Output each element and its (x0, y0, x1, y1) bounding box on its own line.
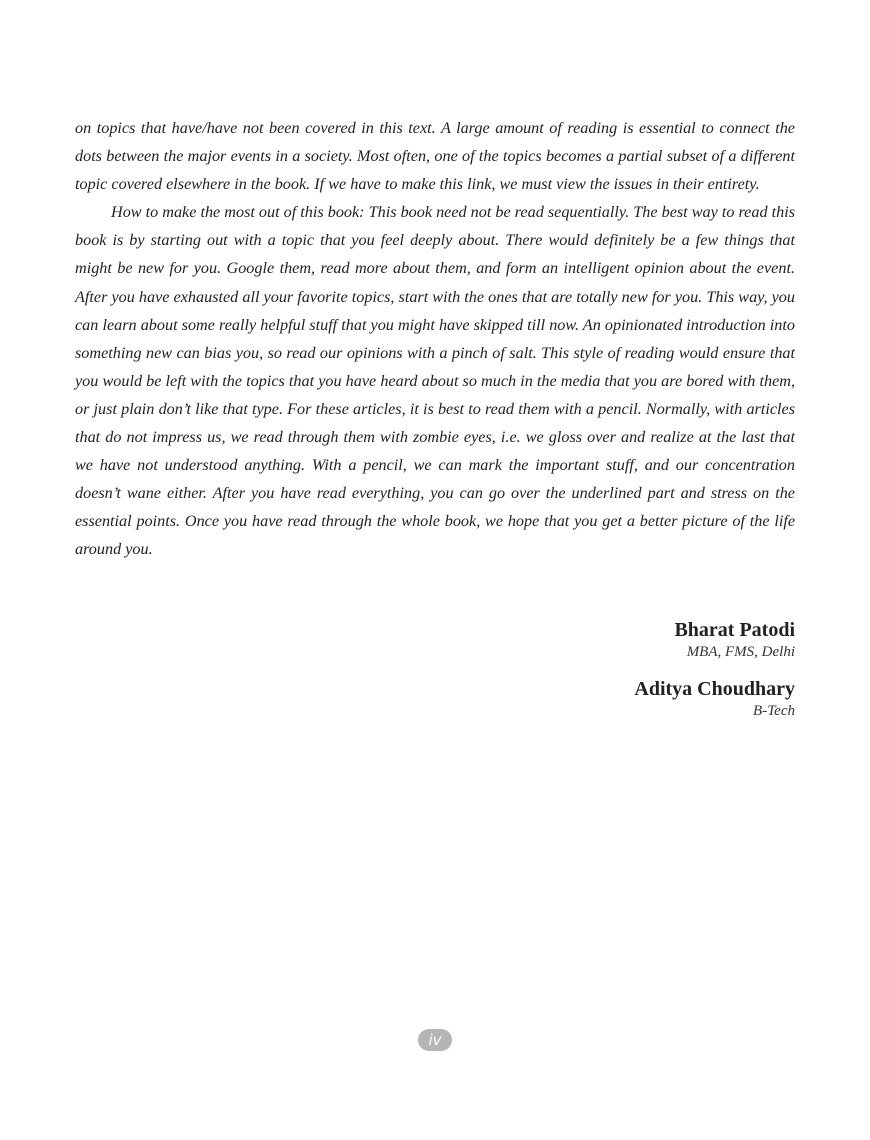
author-name: Bharat Patodi (674, 619, 795, 641)
author-block (634, 676, 795, 721)
author-name: Aditya Choudhary (634, 678, 795, 700)
author-signatures (634, 617, 795, 721)
author-block (634, 617, 795, 662)
author-credentials: B-Tech (753, 703, 795, 719)
paragraph-continued: on topics that have/have not been covered in this text. A large amount of reading is essential to connect the dots between the major events in a society. Most often, one of the topics becomes a partial subset of a different topic covered elsewhere in the book. If we have to make this link, we must view the issues in their entirety. (75, 119, 795, 194)
preface-body (75, 114, 795, 564)
page-number-badge: iv (418, 1029, 452, 1051)
paragraph-how-to-use: How to make the most out of this book: This book need not be read sequentially. The best way to read this book is by starting out with a topic that you feel deeply about. There would definitely be a few things that might be new for you. Google them, read more about them, and form an intelligent opinion about the event. After you have exhausted all your favorite topics, start with the ones that are totally new for you. This way, you can learn about some really helpful stuff that you might have skipped till now. An opinionated introduction into something new can bias you, so read our opinions with a pinch of salt. This style of reading would ensure that you would be left with the topics that you have heard about so much in the media that you are bored with them, or just plain don’t like that type. For these articles, it is best to read them with a pencil. Normally, with articles that do not impress us, we read through them with zombie eyes, i.e. we gloss over and realize at the last that we have not understood anything. With a pencil, we can mark the important stuff, and our concentration doesn’t wane either. After you have read everything, you can go over the underlined part and stress on the essential points. Once you have read through the whole book, we hope that you get a better picture of the life around you. (75, 203, 795, 559)
author-credentials: MBA, FMS, Delhi (686, 644, 795, 660)
